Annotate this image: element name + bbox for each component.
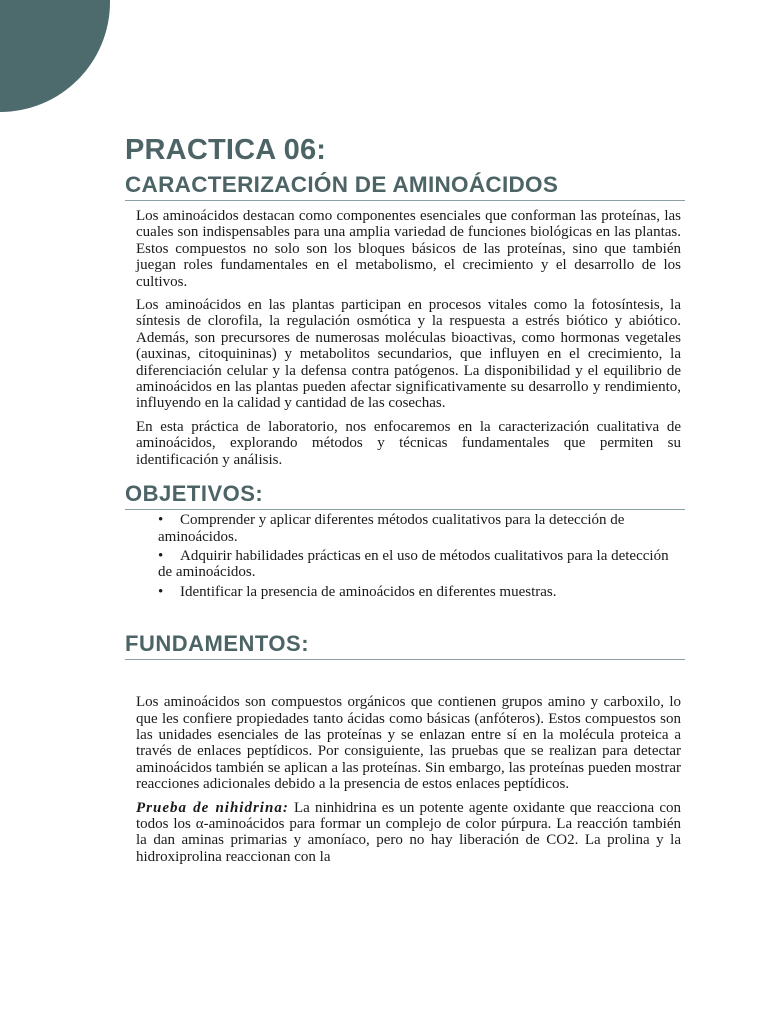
title-divider [125,200,685,201]
prueba-ninhidrina-paragraph [136,800,681,866]
objetivos-heading: OBJETIVOS: [125,481,264,507]
fundamentos-heading: FUNDAMENTOS: [125,631,310,657]
intro-paragraph: Los aminoácidos en las plantas participan en procesos vitales como la fotosíntesis, la síntesis de clorofila, la regulación osmótica y la respuesta a estrés biótico y abiótico. Además, son precursores de numerosas moléculas bioactivas, como hormonas vegetales (auxinas, citoquininas) y metabolitos secundarios, que influyen en el crecimiento, la diferenciación celular y la defensa contra patógenos. La disponibilidad y el equilibrio de aminoácidos en las plantas pueden afectar significativamente su desarrollo y rendimiento, influyendo en la calidad y cantidad de las cosechas. [136,297,681,412]
objectives-list [125,512,685,600]
objective-text: Comprender y aplicar diferentes métodos cualitativos para la detección de aminoácidos. [158,512,625,545]
list-item [158,584,685,600]
intro-section [125,208,685,468]
list-item [158,548,685,581]
fundamentos-section [125,694,685,865]
decorative-corner-circle [0,0,110,112]
bullet-icon: • [158,583,164,600]
objective-text: Identificar la presencia de aminoácidos en diferentes muestras. [180,583,557,600]
list-item [158,512,685,545]
intro-paragraph: En esta práctica de laboratorio, nos enfocaremos en la caracterización cualitativa de aminoácidos, explorando métodos y técnicas fundamentales que permiten su identificación y análisis. [136,418,681,468]
page-subtitle: CARACTERIZACIÓN DE AMINOÁCIDOS [125,172,559,197]
fundamentos-divider [125,659,685,660]
prueba-label: Prueba de nihidrina: [136,799,289,816]
document-page [125,130,685,865]
page-title: PRACTICA 06: [125,134,327,166]
bullet-icon: • [158,547,164,564]
intro-paragraph: Los aminoácidos destacan como componentes esenciales que conforman las proteínas, las cuales son indispensables para una amplia variedad de funciones biológicas en las plantas. Estos compuestos no solo son los bloques básicos de las proteínas, sino que también juegan roles fundamentales en el metabolismo, el crecimiento y el desarrollo de los cultivos. [136,208,681,290]
fundamentos-paragraph: Los aminoácidos son compuestos orgánicos que contienen grupos amino y carboxilo, lo que les confiere propiedades tanto ácidas como básicas (anfóteros). Estos compuestos son las unidades esenciales de las proteínas y se enlazan entre sí en la molécula proteica a través de enlaces peptídicos. Por consiguiente, las pruebas que se realizan para detectar aminoácidos también se aplican a las proteínas. Sin embargo, las proteínas pueden mostrar reacciones adicionales debido a la presencia de estos enlaces peptídicos. [136,694,681,793]
objetivos-divider [125,509,685,510]
objective-text: Adquirir habilidades prácticas en el uso de métodos cualitativos para la detección de aminoácidos. [158,547,669,581]
bullet-icon: • [158,512,164,529]
prueba-text: La ninhidrina es un potente agente oxidante que reacciona con todos los α-aminoácidos para formar un complejo de color púrpura. La reacción también la dan aminas primarias y amoníaco, pero no hay liberación de CO2. La prolina y la hidroxiprolina reaccionan con la [136,799,681,865]
